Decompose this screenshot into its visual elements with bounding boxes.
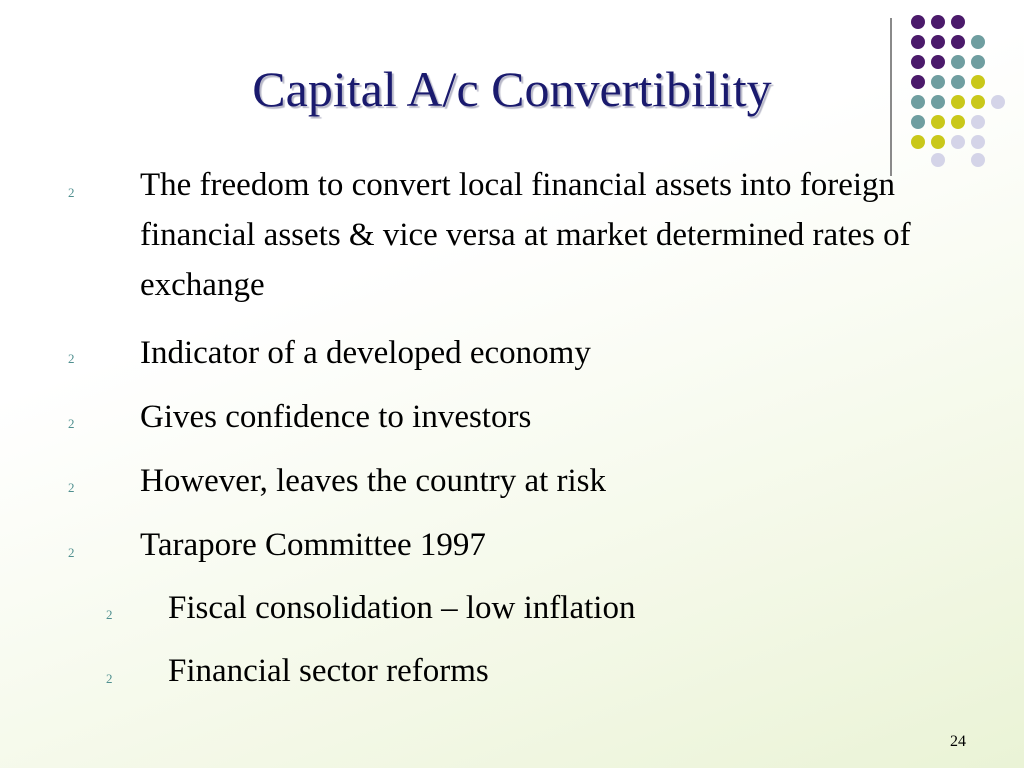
slide-title: Capital A/c Convertibility xyxy=(252,61,772,117)
bullet-text: Fiscal consolidation – low inflation xyxy=(168,590,636,626)
sub-bullet-item xyxy=(106,583,958,633)
bullet-item xyxy=(68,160,960,310)
bullet-item xyxy=(68,392,960,442)
bullet-marker-icon: 2 xyxy=(68,185,75,200)
bullet-text: The freedom to convert local financial assets into foreign financial assets & vice versa at market determined rates of exchange xyxy=(140,167,911,303)
bullet-marker-icon: 2 xyxy=(68,351,75,366)
bullet-item xyxy=(68,520,960,570)
bullet-text: Tarapore Committee 1997 xyxy=(140,527,486,563)
bullet-marker-icon: 2 xyxy=(68,416,75,431)
bullet-text: Gives confidence to investors xyxy=(140,399,532,435)
bullet-marker-icon: 2 xyxy=(106,671,113,686)
bullet-text: However, leaves the country at risk xyxy=(140,463,607,499)
bullet-text: Financial sector reforms xyxy=(168,653,489,689)
bullet-item xyxy=(68,456,960,506)
page-number: 24 xyxy=(950,733,966,750)
sub-bullet-item xyxy=(106,646,958,696)
bullet-item xyxy=(68,328,960,378)
bullet-marker-icon: 2 xyxy=(106,607,113,622)
bullet-marker-icon: 2 xyxy=(68,480,75,495)
bullet-text: Indicator of a developed economy xyxy=(140,335,591,371)
bullet-marker-icon: 2 xyxy=(68,545,75,560)
